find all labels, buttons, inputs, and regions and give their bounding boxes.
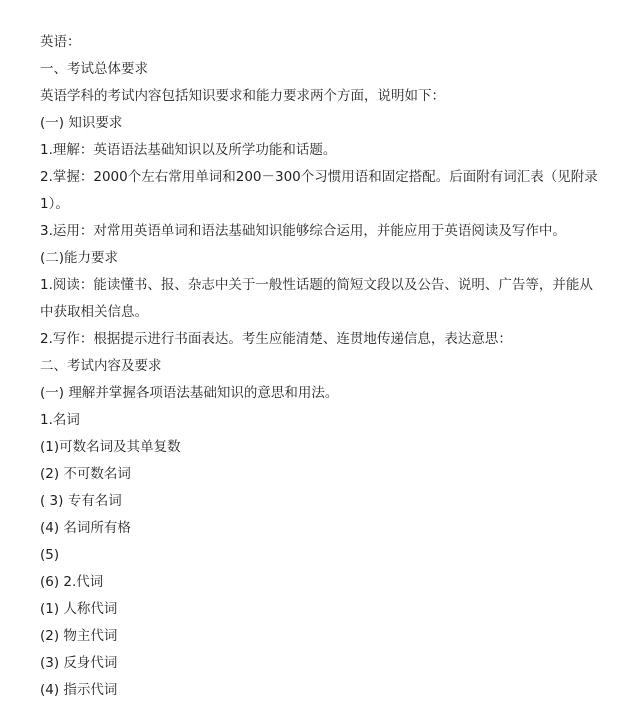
document-body	[40, 29, 600, 704]
list-item: (1)可数名词及其单复数	[40, 439, 181, 455]
doc-paragraph: 1.阅读：能读懂书、报、杂志中关于一般性话题的简短文段以及公告、说明、广告等，并能从中获取相关信息。	[40, 277, 593, 320]
list-item: (4) 名词所有格	[40, 520, 131, 536]
doc-line: 英语：	[40, 34, 81, 50]
list-heading: 1.名词	[40, 412, 80, 428]
doc-line: 1.理解：英语语法基础知识以及所学功能和话题。	[40, 142, 337, 158]
list-item: (3) 反身代词	[40, 655, 118, 671]
doc-line: 3.运用：对常用英语单词和语法基础知识能够综合运用，并能应用于英语阅读及写作中。	[40, 223, 566, 239]
list-item: (6) 2.代词	[40, 574, 104, 590]
subsection-heading: (一) 理解并掌握各项语法基础知识的意思和用法。	[40, 385, 339, 401]
subsection-heading: (二)能力要求	[40, 250, 119, 266]
list-item: (2) 物主代词	[40, 628, 118, 644]
list-item: (5)	[40, 547, 60, 563]
section-heading: 二、考试内容及要求	[40, 358, 162, 374]
doc-line: 英语学科的考试内容包括知识要求和能力要求两个方面，说明如下：	[40, 88, 445, 104]
section-heading: 一、考试总体要求	[40, 61, 148, 77]
subsection-heading: (一) 知识要求	[40, 115, 123, 131]
list-item: (2) 不可数名词	[40, 466, 131, 482]
list-item: (4) 指示代词	[40, 682, 118, 698]
doc-paragraph: 2.掌握：2000个左右常用单词和200－300个习惯用语和固定搭配。后面附有词汇表（见附录1）。	[40, 169, 598, 212]
doc-line: 2.写作：根据提示进行书面表达。考生应能清楚、连贯地传递信息，表达意思：	[40, 331, 512, 347]
list-item: ( 3) 专有名词	[40, 493, 122, 509]
list-item: (1) 人称代词	[40, 601, 118, 617]
